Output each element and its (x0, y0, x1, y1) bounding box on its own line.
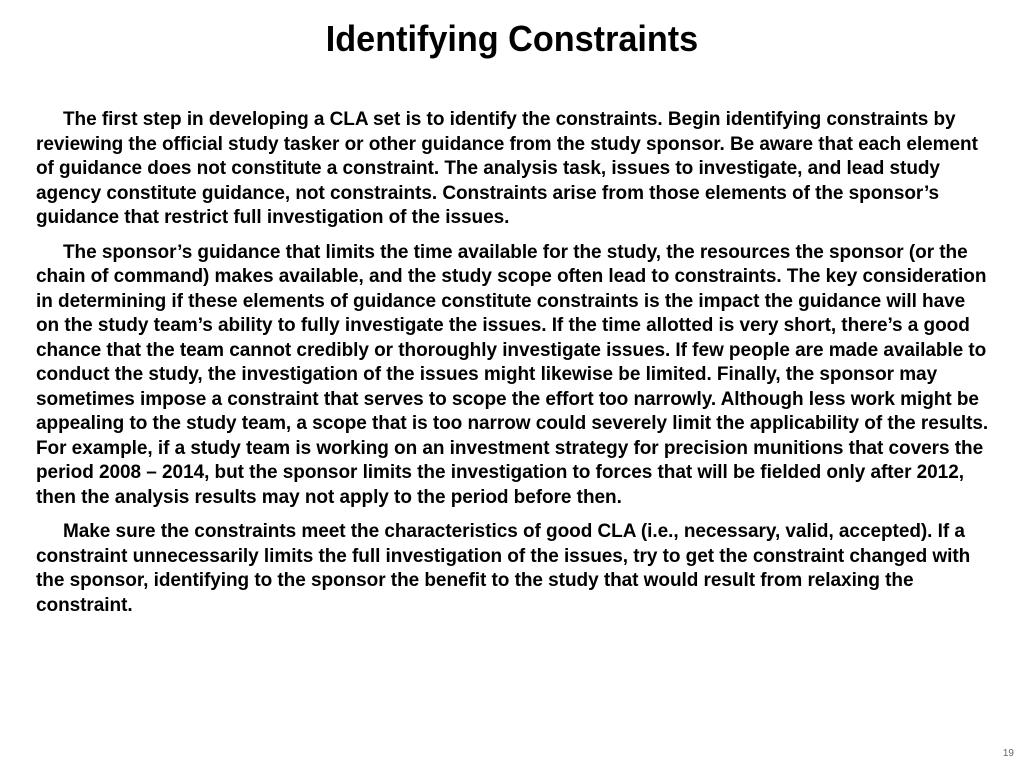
paragraph-sponsor-guidance: The sponsor’s guidance that limits the time available for the study, the resources the sponsor (or the chain of command) makes available, and the study scope often lead to constraints. The key consideration in determining if these elements of guidance constitute constraints is the impact the guidance will have on the study team’s ability to fully investigate the issues. If the time allotted is very short, there’s a good chance that the team cannot credibly or thoroughly investigate issues. If few people are made available to conduct the study, the investigation of the issues might likewise be limited. Finally, the sponsor may sometimes impose a constraint that serves to scope the effort too narrowly. Although less work might be appealing to the study team, a scope that is too narrow could severely limit the applicability of the results. For example, if a study team is working on an investment strategy for precision munitions that covers the period 2008 – 2014, but the sponsor limits the investigation to forces that will be fielded only after 2012, then the analysis results may not apply to the period before then. (36, 241, 989, 508)
slide-body (36, 108, 990, 628)
paragraph-identify-constraints: The first step in developing a CLA set is to identify the constraints. Begin identifying constraints by reviewing the official study tasker or other guidance from the study sponsor. Be aware that each element of guidance does not constitute a constraint. The analysis task, issues to investigate, and lead study agency constitute guidance, not constraints. Constraints arise from those elements of the sponsor’s guidance that restrict full investigation of the issues. (36, 109, 978, 228)
slide-title: Identifying Constraints (325, 18, 699, 59)
paragraph-good-cla: Make sure the constraints meet the characteristics of good CLA (i.e., necessary, valid, accepted). If a constraint unnecessarily limits the full investigation of the issues, try to get the constraint changed with the sponsor, identifying to the sponsor the benefit to the study that would result from relaxing the constraint. (36, 521, 971, 616)
page-number: 19 (1002, 748, 1014, 759)
